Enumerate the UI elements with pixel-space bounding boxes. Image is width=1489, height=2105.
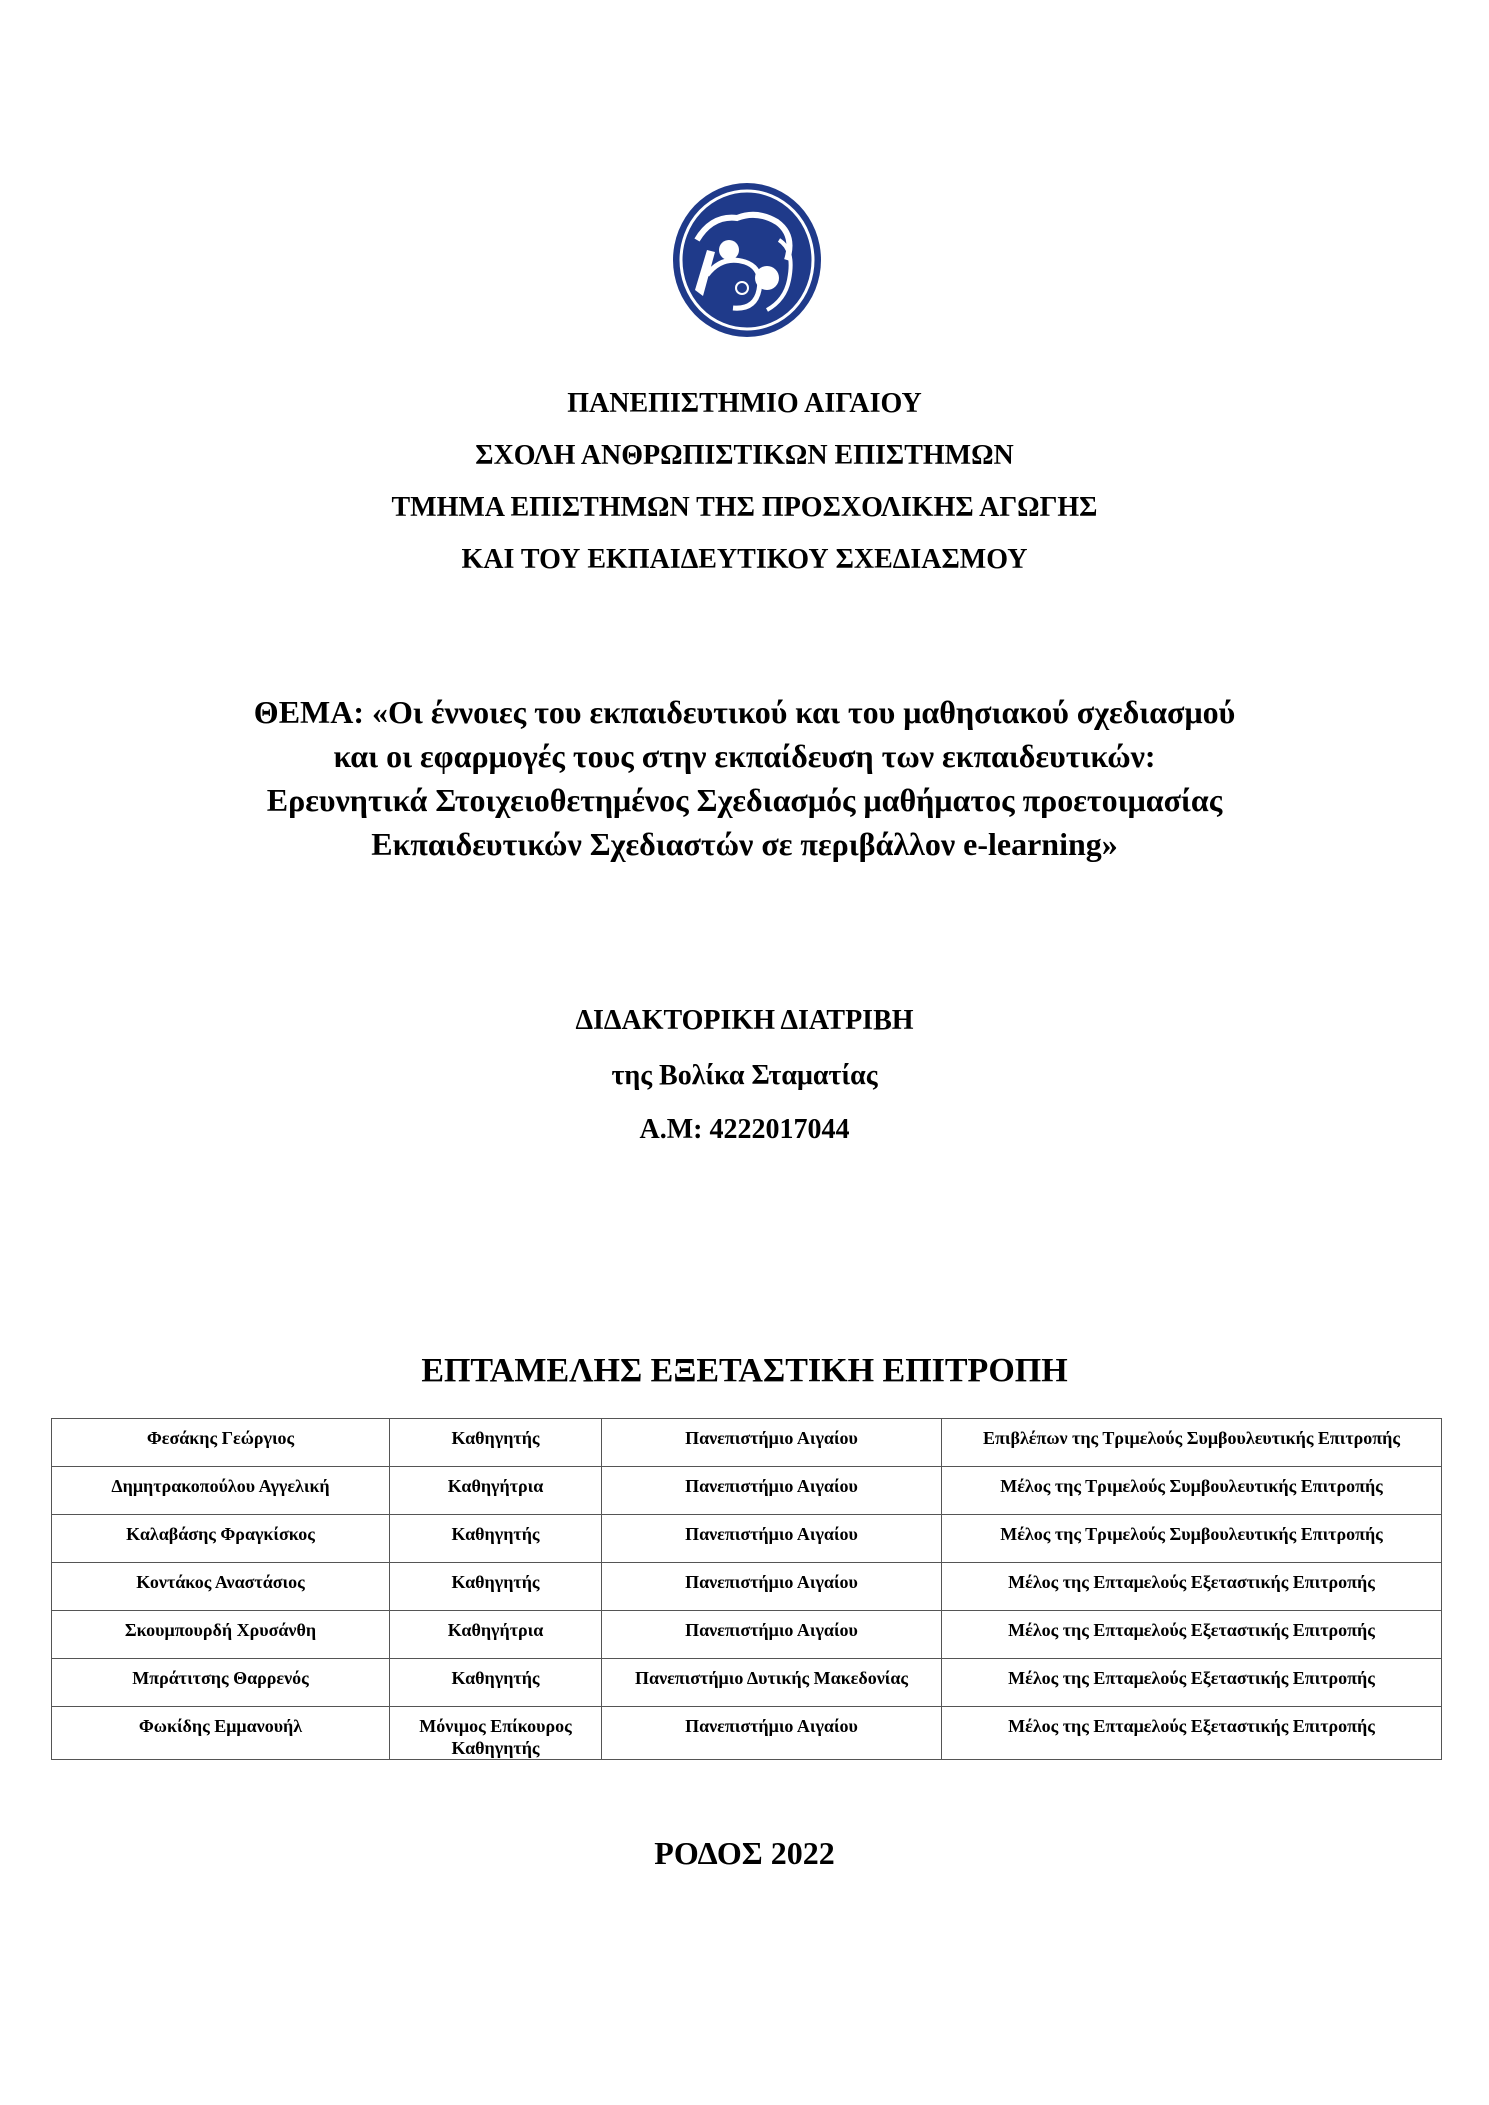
thesis-title: [0, 690, 1489, 866]
member-rank: Καθηγητής: [390, 1659, 602, 1707]
member-rank: Καθηγητής: [390, 1563, 602, 1611]
university-seal-icon: [667, 180, 827, 340]
place-year: ΡΟΔΟΣ 2022: [654, 1835, 835, 1871]
member-role: Μέλος της Επταμελούς Εξεταστικής Επιτροπής: [942, 1659, 1442, 1707]
table-row: [52, 1707, 1442, 1760]
member-name: Καλαβάσης Φραγκίσκος: [52, 1515, 390, 1563]
thesis-title-line4: Εκπαιδευτικών Σχεδιαστών σε περιβάλλον e-learning»: [371, 826, 1118, 862]
committee-title: ΕΠΤΑΜΕΛΗΣ ΕΞΕΤΑΣΤΙΚΗ ΕΠΙΤΡΟΠΗ: [421, 1352, 1068, 1389]
member-role: Επιβλέπων της Τριμελούς Συμβουλευτικής Επιτροπής: [942, 1419, 1442, 1467]
table-row: [52, 1659, 1442, 1707]
member-rank: Μόνιμος Επίκουρος Καθηγητής: [390, 1707, 602, 1760]
member-institution: Πανεπιστήμιο Δυτικής Μακεδονίας: [602, 1659, 942, 1707]
member-institution: Πανεπιστήμιο Αιγαίου: [602, 1419, 942, 1467]
university-name: ΠΑΝΕΠΙΣΤΗΜΙΟ ΑΙΓΑΙΟΥ: [567, 388, 922, 419]
member-name: Φεσάκης Γεώργιος: [52, 1419, 390, 1467]
member-institution: Πανεπιστήμιο Αιγαίου: [602, 1563, 942, 1611]
member-role: Μέλος της Επταμελούς Εξεταστικής Επιτροπής: [942, 1611, 1442, 1659]
member-rank: Καθηγητής: [390, 1419, 602, 1467]
member-rank: Καθηγήτρια: [390, 1467, 602, 1515]
member-role: Μέλος της Τριμελούς Συμβουλευτικής Επιτροπής: [942, 1467, 1442, 1515]
table-row: [52, 1563, 1442, 1611]
thesis-title-line1: ΘΕΜΑ: «Οι έννοιες του εκπαιδευτικού και του μαθησιακού σχεδιασμού: [253, 694, 1236, 730]
member-institution: Πανεπιστήμιο Αιγαίου: [602, 1515, 942, 1563]
member-name: Σκουμπουρδή Χρυσάνθη: [52, 1611, 390, 1659]
member-role: Μέλος της Τριμελούς Συμβουλευτικής Επιτροπής: [942, 1515, 1442, 1563]
dissertation-type: ΔΙΔΑΚΤΟΡΙΚΗ ΔΙΑΤΡΙΒΗ: [575, 1005, 914, 1036]
school-name: ΣΧΟΛΗ ΑΝΘΡΩΠΙΣΤΙΚΩΝ ΕΠΙΣΤΗΜΩΝ: [475, 440, 1014, 471]
table-row: [52, 1515, 1442, 1563]
member-institution: Πανεπιστήμιο Αιγαίου: [602, 1707, 942, 1760]
table-row: [52, 1611, 1442, 1659]
committee-table: [51, 1418, 1442, 1760]
table-row: [52, 1419, 1442, 1467]
member-role: Μέλος της Επταμελούς Εξεταστικής Επιτροπής: [942, 1707, 1442, 1760]
member-rank: Καθηγητής: [390, 1515, 602, 1563]
thesis-title-line3: Ερευνητικά Στοιχειοθετημένος Σχεδιασμός μαθήματος προετοιμασίας: [266, 782, 1223, 818]
member-name: Κοντάκος Αναστάσιος: [52, 1563, 390, 1611]
member-rank: Καθηγήτρια: [390, 1611, 602, 1659]
member-role: Μέλος της Επταμελούς Εξεταστικής Επιτροπής: [942, 1563, 1442, 1611]
member-name: Μπράτιτσης Θαρρενός: [52, 1659, 390, 1707]
member-name: Φωκίδης Εμμανουήλ: [52, 1707, 390, 1760]
university-header: [0, 378, 1489, 586]
thesis-title-line2: και οι εφαρμογές τους στην εκπαίδευση των εκπαιδευτικών:: [333, 738, 1156, 774]
registration-number: Α.Μ: 4222017044: [639, 1114, 850, 1145]
member-name: Δημητρακοπούλου Αγγελική: [52, 1467, 390, 1515]
author-name: της Βολίκα Σταματίας: [611, 1060, 878, 1091]
table-row: [52, 1467, 1442, 1515]
member-institution: Πανεπιστήμιο Αιγαίου: [602, 1467, 942, 1515]
department-name-line1: ΤΜΗΜΑ ΕΠΙΣΤΗΜΩΝ ΤΗΣ ΠΡΟΣΧΟΛΙΚΗΣ ΑΓΩΓΗΣ: [391, 492, 1098, 523]
department-name-line2: ΚΑΙ ΤΟΥ ΕΚΠΑΙΔΕΥΤΙΚΟΥ ΣΧΕΔΙΑΣΜΟΥ: [461, 544, 1028, 575]
member-institution: Πανεπιστήμιο Αιγαίου: [602, 1611, 942, 1659]
